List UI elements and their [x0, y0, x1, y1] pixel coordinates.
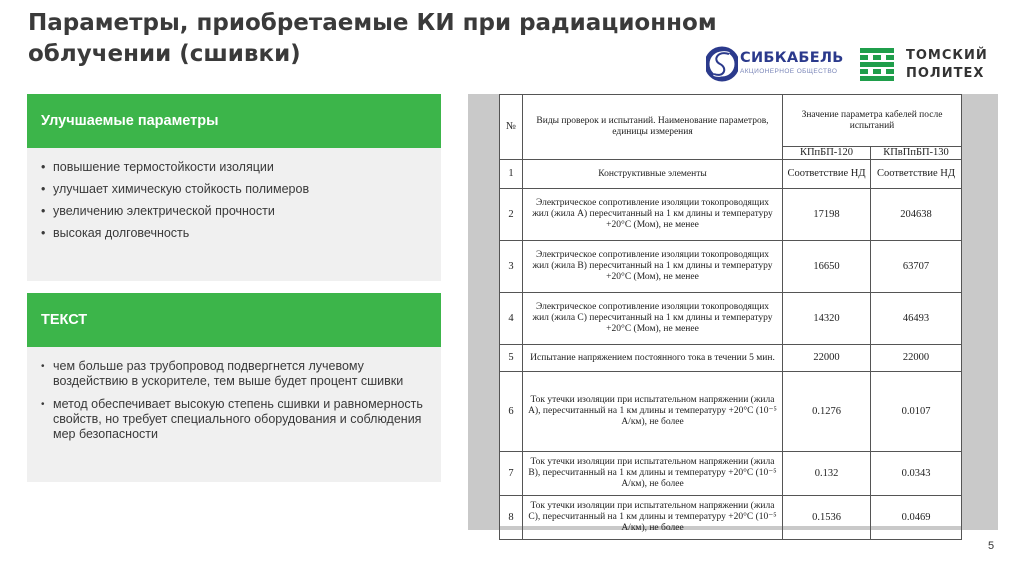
- row-value-1: 0.1276: [783, 372, 871, 452]
- improved-params-list: [41, 160, 427, 241]
- tpu-logo: [860, 46, 1010, 86]
- header-num: №: [500, 95, 523, 160]
- text-panel: [27, 347, 441, 482]
- row-desc: Ток утечки изоляции при испытательном напряжении (жила В), пересчитанный на 1 км длины и температуру +20°С (10⁻⁵ А/км), не более: [523, 452, 783, 496]
- row-desc: Ток утечки изоляции при испытательном напряжении (жила С), пересчитанный на 1 км длины и температуру +20°С (10⁻⁵ А/км), не более: [523, 496, 783, 540]
- table-row: [500, 241, 962, 293]
- row-num: 7: [500, 452, 523, 496]
- header-col2: КПвПпБП-130: [871, 147, 962, 160]
- row-value-1: 0.132: [783, 452, 871, 496]
- row-value-2: 22000: [871, 345, 962, 372]
- row-num: 1: [500, 160, 523, 189]
- list-item: • высокая долговечность: [41, 226, 427, 241]
- table-header-row: [500, 95, 962, 147]
- tpu-logo-line2: ПОЛИТЕХ: [906, 66, 985, 81]
- row-desc: Конструктивные элементы: [523, 160, 783, 189]
- row-desc: Электрическое сопротивление изоляции токопроводящих жил (жила С) пересчитанный на 1 км длины и температуру +20°С (Мом), не менее: [523, 293, 783, 345]
- sibkabel-logo-subtitle: АКЦИОНЕРНОЕ ОБЩЕСТВО: [740, 68, 838, 75]
- row-value-1: Соответствие НД: [783, 160, 871, 189]
- row-value-1: 14320: [783, 293, 871, 345]
- header-col1: КПпБП-120: [783, 147, 871, 160]
- list-item: • улучшает химическую стойкость полимеров: [41, 182, 427, 197]
- row-num: 8: [500, 496, 523, 540]
- row-value-2: 0.0343: [871, 452, 962, 496]
- improved-params-header: Улучшаемые параметры: [27, 94, 441, 148]
- sibkabel-logo-name: СИБКАБЕЛЬ: [740, 50, 844, 66]
- improved-params-panel: [27, 148, 441, 281]
- tpu-logo-line1: ТОМСКИЙ: [906, 48, 988, 63]
- row-value-1: 22000: [783, 345, 871, 372]
- header-desc: Виды проверок и испытаний. Наименование параметров, единицы измерения: [523, 95, 783, 160]
- list-item: • повышение термостойкости изоляции: [41, 160, 427, 175]
- table-row: [500, 293, 962, 345]
- row-value-2: 46493: [871, 293, 962, 345]
- row-num: 3: [500, 241, 523, 293]
- row-value-2: 204638: [871, 189, 962, 241]
- page-number: 5: [988, 540, 995, 552]
- row-num: 6: [500, 372, 523, 452]
- row-value-2: 63707: [871, 241, 962, 293]
- row-value-1: 17198: [783, 189, 871, 241]
- row-desc: Электрическое сопротивление изоляции токопроводящих жил (жила А) пересчитанный на 1 км длины и температуру +20°С (Мом), не менее: [523, 189, 783, 241]
- list-item: • метод обеспечивает высокую степень сшивки и равномерность свойств, но требует специального оборудования и соблюдения мер безопасности: [41, 397, 427, 442]
- row-desc: Электрическое сопротивление изоляции токопроводящих жил (жила В) пересчитанный на 1 км длины и температуру +20°С (Мом), не менее: [523, 241, 783, 293]
- table-row: [500, 189, 962, 241]
- row-value-2: 0.0469: [871, 496, 962, 540]
- table-row: [500, 372, 962, 452]
- sibkabel-logo-icon: [706, 42, 738, 86]
- row-desc: Ток утечки изоляции при испытательном напряжении (жила А), пересчитанный на 1 км длины и температуру +20°С (10⁻⁵ А/км), не более: [523, 372, 783, 452]
- page-title: Параметры, приобретаемые КИ при радиационном облучении (сшивки): [28, 10, 717, 67]
- list-item: • увеличению электрической прочности: [41, 204, 427, 219]
- text-panel-header: ТЕКСТ: [27, 293, 441, 347]
- table-row: [500, 496, 962, 540]
- row-desc: Испытание напряжением постоянного тока в течении 5 мин.: [523, 345, 783, 372]
- row-value-2: 0.0107: [871, 372, 962, 452]
- row-value-2: Соответствие НД: [871, 160, 962, 189]
- table-row: [500, 452, 962, 496]
- row-value-1: 0.1536: [783, 496, 871, 540]
- sibkabel-logo: [706, 42, 846, 86]
- table-row: [500, 160, 962, 189]
- header-value-group: Значение параметра кабелей после испытаний: [783, 95, 962, 147]
- row-value-1: 16650: [783, 241, 871, 293]
- text-panel-list: [41, 359, 427, 442]
- row-num: 2: [500, 189, 523, 241]
- tpu-logo-icon: [860, 48, 894, 82]
- row-num: 5: [500, 345, 523, 372]
- list-item: • чем больше раз трубопровод подвергнется лучевому воздействию в ускорителе, тем выше будет процент сшивки: [41, 359, 427, 389]
- row-num: 4: [500, 293, 523, 345]
- test-results-table-container: [499, 94, 961, 533]
- table-row: [500, 345, 962, 372]
- test-results-table: [499, 94, 962, 540]
